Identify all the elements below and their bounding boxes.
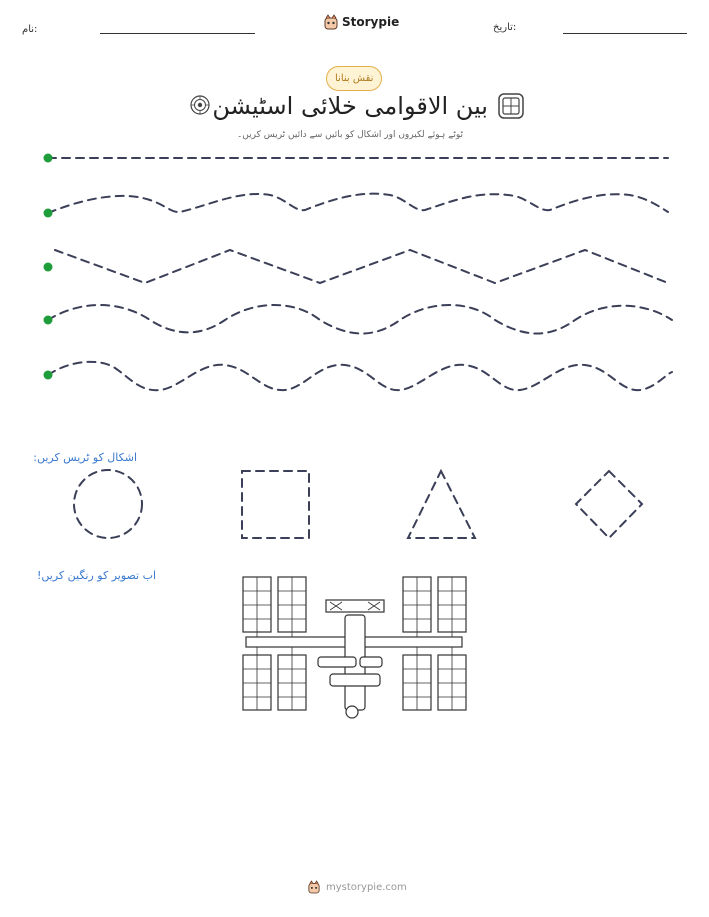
start-dot-4 bbox=[44, 316, 53, 325]
trace-line-wave-2 bbox=[48, 305, 672, 334]
start-dot-5 bbox=[44, 371, 53, 380]
page-title: بین الاقوامی خلائی اسٹیشن bbox=[212, 92, 488, 120]
start-dot-3 bbox=[44, 263, 53, 272]
trace-line-wave-3 bbox=[48, 362, 672, 390]
space-station-drawing bbox=[243, 577, 466, 718]
topic-badge: نقش بنانا bbox=[326, 66, 382, 91]
instructions-subtitle: ٹوٹے ہوئے لکیروں اور اشکال کو بائیں سے دائیں ٹریس کریں۔ bbox=[236, 130, 464, 140]
trace-line-zigzag bbox=[55, 250, 668, 283]
trace-shape-diamond bbox=[576, 471, 642, 538]
start-dot-1 bbox=[44, 154, 53, 163]
date-label: تاریخ: bbox=[493, 22, 517, 33]
storypie-footer-logo-icon bbox=[308, 880, 320, 894]
footer-url[interactable]: mystorypie.com bbox=[326, 881, 407, 893]
trace-shape-square bbox=[242, 471, 309, 538]
shapes-section-label: اشکال کو ٹریس کریں: bbox=[33, 451, 137, 464]
trace-shape-circle bbox=[74, 470, 142, 538]
brand-name: Storypie bbox=[342, 15, 400, 29]
start-dot-2 bbox=[44, 209, 53, 218]
color-section-label: اب تصویر کو رنگین کریں! bbox=[37, 569, 157, 582]
trace-line-wave-1 bbox=[48, 194, 668, 213]
trace-shape-triangle bbox=[408, 471, 475, 538]
footer bbox=[308, 880, 407, 894]
name-label: نام: bbox=[22, 24, 38, 35]
